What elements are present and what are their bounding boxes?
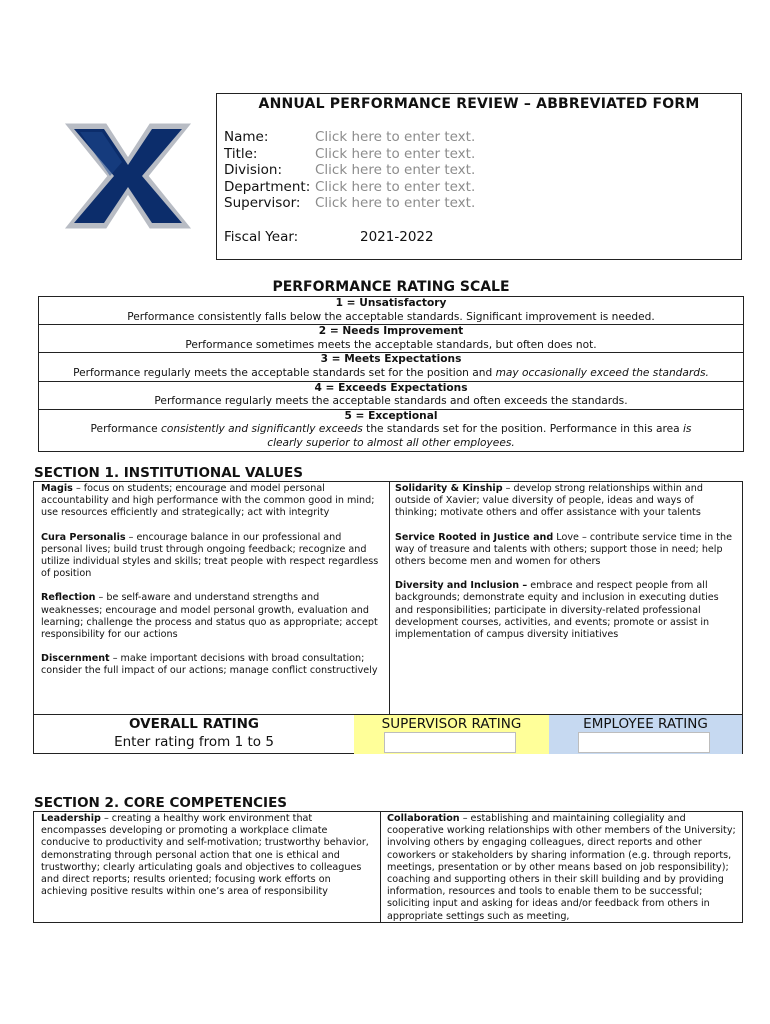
- value-name: Solidarity & Kinship: [395, 483, 503, 494]
- column-divider: [380, 812, 381, 922]
- employee-rating-input[interactable]: [578, 732, 710, 753]
- rating-desc-italic: consistently and significantly exceeds: [161, 423, 363, 436]
- supervisor-input[interactable]: Click here to enter text.: [315, 195, 476, 211]
- value-service-justice-love: [395, 532, 737, 569]
- competency-text: – creating a healthy work environment that encompasses developing or promoting a workplace climate conducive to productivity and self-motivation; trustworthy behavior, demonstrating through personal action that one is ethical and trustworthy; clearly articulating goals and objectives to colleagues and direct reports; results oriented; focusing work efforts on achieving positive results within one’s area of responsibility: [41, 813, 369, 898]
- value-text: Love – contribute service time in the way of treasure and talents with others; support those in need; help others become men and women for others: [395, 531, 732, 568]
- value-magis: [41, 483, 383, 520]
- overall-rating-title: OVERALL RATING: [129, 716, 259, 732]
- employee-rating-cell: [549, 715, 742, 754]
- rating-level-name: 5 = Exceptional: [344, 409, 438, 422]
- rating-scale-table: [38, 296, 744, 452]
- value-reflection: [41, 592, 383, 641]
- department-label: Department:: [224, 179, 311, 195]
- header-box: [216, 93, 742, 260]
- division-label: Division:: [224, 162, 283, 178]
- rating-desc-italic: may occasionally exceed the standards.: [495, 366, 709, 379]
- rating-level-name: 4 = Exceeds Expectations: [314, 381, 468, 394]
- values-right-column: [395, 483, 737, 653]
- rating-level-desc: Performance sometimes meets the acceptable standards, but often does not.: [185, 338, 597, 351]
- value-solidarity-kinship: [395, 483, 737, 520]
- rating-level-4: [39, 381, 743, 409]
- value-name: Magis: [41, 483, 73, 494]
- name-label: Name:: [224, 129, 269, 145]
- competency-collaboration: [387, 813, 739, 923]
- section2-heading: SECTION 2. CORE COMPETENCIES: [34, 795, 288, 811]
- title-input[interactable]: Click here to enter text.: [315, 146, 476, 162]
- rating-level-5: [39, 409, 743, 451]
- rating-scale-title: PERFORMANCE RATING SCALE: [272, 279, 510, 295]
- supervisor-label: Supervisor:: [224, 195, 301, 211]
- rating-level-name: 3 = Meets Expectations: [320, 353, 462, 366]
- rating-level-2: [39, 324, 743, 352]
- division-input[interactable]: Click here to enter text.: [315, 162, 476, 178]
- value-text: – be self-aware and understand strengths and weaknesses; encourage and model personal growth, evaluation and learning; challenge the process and status quo as appropriate; accept responsibility for our actions: [41, 592, 378, 641]
- section1-heading: SECTION 1. INSTITUTIONAL VALUES: [34, 465, 303, 481]
- value-cura-personalis: [41, 532, 383, 581]
- rating-level-desc: Performance regularly meets the acceptable standards and often exceeds the standards.: [154, 395, 628, 408]
- fiscal-year-label: Fiscal Year:: [224, 229, 299, 245]
- value-name: Cura Personalis: [41, 531, 126, 543]
- overall-rating-cell: [34, 715, 354, 754]
- title-label: Title:: [224, 146, 258, 162]
- rating-desc-italic: is clearly superior to almost all other employees.: [267, 423, 692, 449]
- core-competencies-table: [33, 811, 743, 923]
- rating-level-desc: Performance consistently falls below the acceptable standards. Significant improvement is needed.: [127, 310, 655, 323]
- supervisor-rating-label: SUPERVISOR RATING: [381, 716, 522, 732]
- rating-desc-text: Performance regularly meets the acceptable standards set for the position and: [73, 366, 496, 379]
- competency-name: Collaboration: [387, 813, 460, 824]
- employee-rating-label: EMPLOYEE RATING: [583, 716, 708, 732]
- value-discernment: [41, 653, 383, 677]
- value-name: Reflection: [41, 592, 96, 604]
- supervisor-rating-input[interactable]: [384, 732, 516, 753]
- value-text: – focus on students; encourage and model personal accountability and high performance with the common good in mind; use resources efficiently and strategically; act with integrity: [41, 483, 375, 519]
- overall-rating-row: [34, 714, 742, 754]
- overall-rating-instructions: Enter rating from 1 to 5: [114, 734, 274, 750]
- rating-level-3: [39, 352, 743, 380]
- competency-name: Leadership: [41, 813, 101, 824]
- value-text: – encourage balance in our professional and personal lives; build trust through ongoing feedback; recognize and utilize individual styles and skills; treat people with respect regardless of position: [41, 531, 379, 580]
- rating-desc-text: the standards set for the position. Performance in this area: [362, 423, 683, 436]
- value-diversity-inclusion: [395, 580, 737, 641]
- supervisor-rating-cell: [354, 715, 549, 754]
- competency-text: – establishing and maintaining collegiality and cooperative working relationships with other members of the University; involving others by engaging colleagues, direct reports and other coworkers or stakeholders by sharing information (e.g. through reports, meetings, presentation or by other means based on job responsibility); coaching and supporting others in their skill building and by providing information, resources and tools to enable them to be successful; soliciting input and asking for ideas and/or feedback from others in appropriate settings such as meeting,: [387, 813, 736, 922]
- department-input[interactable]: Click here to enter text.: [315, 179, 476, 195]
- value-text: – make important decisions with broad consultation; consider the full impact of our actions; manage conflict constructively: [41, 653, 378, 677]
- rating-level-name: 2 = Needs Improvement: [318, 325, 464, 338]
- rating-level-desc: [39, 423, 743, 450]
- rating-desc-text: Performance: [90, 423, 162, 436]
- value-text: – develop strong relationships within and outside of Xavier; value diversity of people, ideas and ways of thinking; motivate others and offer assistance with your talents: [395, 483, 703, 519]
- value-text: embrace and respect people from all backgrounds; demonstrate equity and inclusion in executing duties and responsibilities; participate in diversity-related professional development courses, activities, and events; promote or assist in implementation of campus diversity initiatives: [395, 580, 719, 641]
- value-name: Service Rooted in Justice and: [395, 531, 554, 543]
- institutional-values-table: [33, 481, 743, 754]
- fiscal-year-value: 2021-2022: [360, 229, 434, 245]
- column-divider: [389, 482, 390, 714]
- form-title: ANNUAL PERFORMANCE REVIEW – ABBREVIATED FORM: [258, 96, 700, 112]
- value-name: Diversity and Inclusion –: [395, 580, 528, 592]
- value-name: Discernment: [41, 653, 110, 665]
- rating-level-desc: [39, 367, 743, 381]
- xavier-x-logo: [62, 120, 194, 232]
- competency-leadership: [41, 813, 373, 898]
- rating-level-name: 1 = Unsatisfactory: [335, 297, 447, 309]
- name-input[interactable]: Click here to enter text.: [315, 129, 476, 145]
- values-left-column: [41, 483, 383, 690]
- rating-level-1: [39, 297, 743, 324]
